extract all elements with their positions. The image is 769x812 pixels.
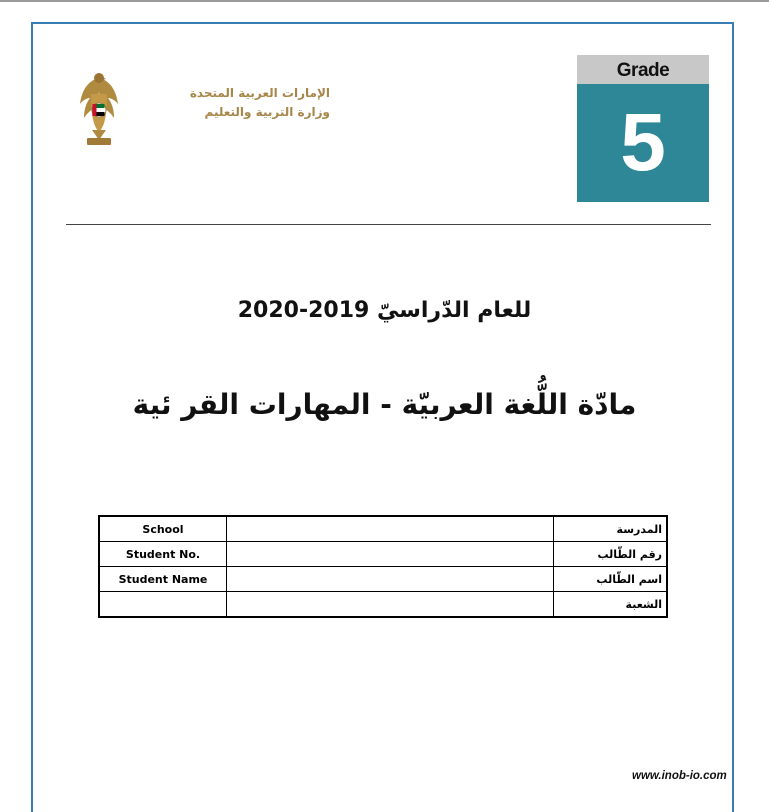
section-label-ar: الشعبة	[554, 592, 668, 618]
ministry-line-2: وزارة التربية والتعليم	[204, 105, 330, 119]
academic-year-title: للعام الدّراسيّ 2019-2020	[237, 298, 532, 323]
student-name-label-ar: اسم الطّالب	[554, 567, 668, 592]
ministry-name	[150, 84, 330, 122]
subject-title: مادّة اللُّغة العربيّة - المهارات القر ئية	[132, 388, 637, 421]
table-row	[99, 567, 667, 592]
top-rule	[0, 0, 769, 2]
table-row	[99, 542, 667, 567]
student-no-field[interactable]	[227, 542, 554, 567]
student-name-label: Student Name	[99, 567, 227, 592]
student-name-field[interactable]	[227, 567, 554, 592]
student-info-table	[98, 515, 668, 618]
school-label-ar: المدرسة	[554, 516, 668, 542]
student-no-label-ar: رقم الطّالب	[554, 542, 668, 567]
grade-number: 5	[577, 84, 709, 202]
school-label: School	[99, 516, 227, 542]
student-no-label: Student No.	[99, 542, 227, 567]
ministry-line-1: الإمارات العربية المتحدة	[189, 86, 330, 100]
grade-badge	[577, 55, 709, 202]
school-field[interactable]	[227, 516, 554, 542]
table-row	[99, 516, 667, 542]
header-divider	[66, 224, 711, 225]
section-field[interactable]	[227, 592, 554, 618]
grade-label: Grade	[577, 55, 709, 84]
uae-falcon-emblem-icon	[78, 70, 120, 148]
section-label-en	[99, 592, 227, 618]
table-row	[99, 592, 667, 618]
site-watermark: www.inob-io.com	[632, 770, 727, 782]
